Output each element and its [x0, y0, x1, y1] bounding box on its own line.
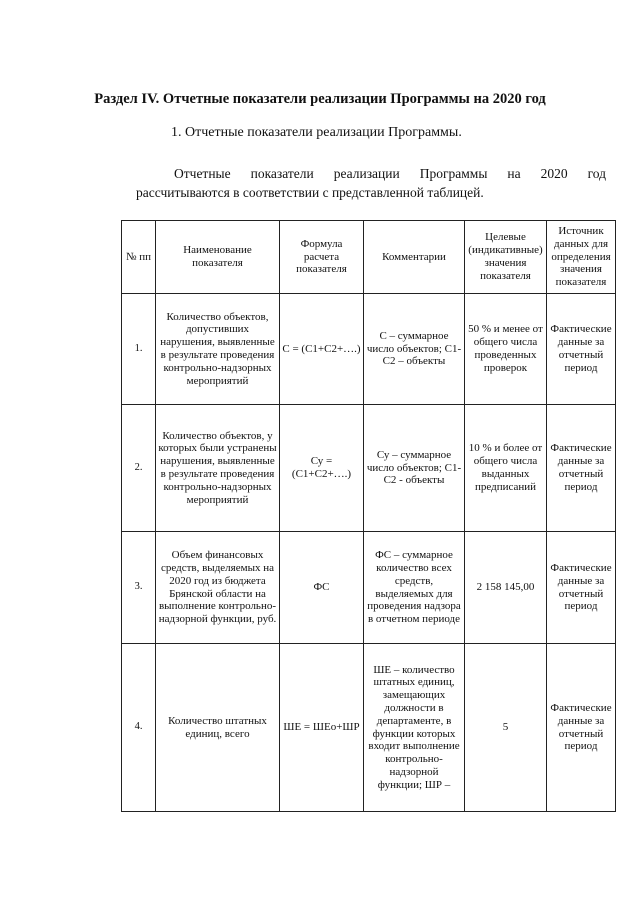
indicator-target: 5 — [465, 644, 547, 812]
indicator-source: Фактические данные за отчетный период — [547, 294, 616, 405]
indicator-formula: ФС — [280, 532, 364, 644]
indicator-comment: С – суммарное число объектов; С1-С2 – объекты — [364, 294, 465, 405]
indicator-name: Количество объектов, у которых были устранены нарушения, выявленные в результате проведения контрольно-надзорных мероприятий — [156, 405, 280, 532]
table-row — [122, 644, 616, 812]
row-number: 4. — [122, 644, 156, 812]
intro-paragraph — [136, 164, 606, 202]
indicator-comment: ФС – суммарное количество всех средств, выделяемых для проведения надзора в отчетном периоде — [364, 532, 465, 644]
row-number: 2. — [122, 405, 156, 532]
row-number: 1. — [122, 294, 156, 405]
indicator-target: 50 % и менее от общего числа проведенных проверок — [465, 294, 547, 405]
header-name: Наименование показателя — [156, 221, 280, 294]
header-formula: Формула расчета показателя — [280, 221, 364, 294]
header-num: № пп — [122, 221, 156, 294]
indicator-name: Количество объектов, допустивших нарушения, выявленные в результате проведения контрольно-надзорных мероприятий — [156, 294, 280, 405]
intro-paragraph-line-2: рассчитываются в соответствии с представленной таблицей. — [136, 185, 484, 200]
subsection-heading: 1. Отчетные показатели реализации Программы. — [171, 125, 462, 140]
indicator-comment: Су – суммарное число объектов; С1-С2 - объекты — [364, 405, 465, 532]
indicator-target: 2 158 145,00 — [465, 532, 547, 644]
indicator-formula: Су = (С1+С2+….) — [280, 405, 364, 532]
header-source: Источник данных для определения значения показателя — [547, 221, 616, 294]
indicator-source: Фактические данные за отчетный период — [547, 532, 616, 644]
indicator-source: Фактические данные за отчетный период — [547, 644, 616, 812]
indicator-source: Фактические данные за отчетный период — [547, 405, 616, 532]
table-row — [122, 532, 616, 644]
header-comments: Комментарии — [364, 221, 465, 294]
table-row — [122, 294, 616, 405]
indicator-name: Объем финансовых средств, выделяемых на 2020 год из бюджета Брянской области на выполнение контрольно-надзорной функции, руб. — [156, 532, 280, 644]
row-number: 3. — [122, 532, 156, 644]
indicator-formula: ШЕ = ШЕо+ШР — [280, 644, 364, 812]
table-row — [122, 405, 616, 532]
header-target: Целевые (индикативные) значения показателя — [465, 221, 547, 294]
intro-paragraph-line-1: Отчетные показатели реализации Программы на 2020 год — [174, 166, 606, 181]
indicator-formula: С = (С1+С2+….) — [280, 294, 364, 405]
indicator-target: 10 % и более от общего числа выданных предписаний — [465, 405, 547, 532]
indicators-table — [121, 220, 616, 812]
table-header-row — [122, 221, 616, 294]
section-heading: Раздел IV. Отчетные показатели реализации Программы на 2020 год — [94, 91, 546, 107]
indicator-name: Количество штатных единиц, всего — [156, 644, 280, 812]
indicator-comment: ШЕ – количество штатных единиц, замещающих должности в департаменте, в функции которых входит выполнение контрольно-надзорной функции; ШР – — [364, 644, 465, 812]
